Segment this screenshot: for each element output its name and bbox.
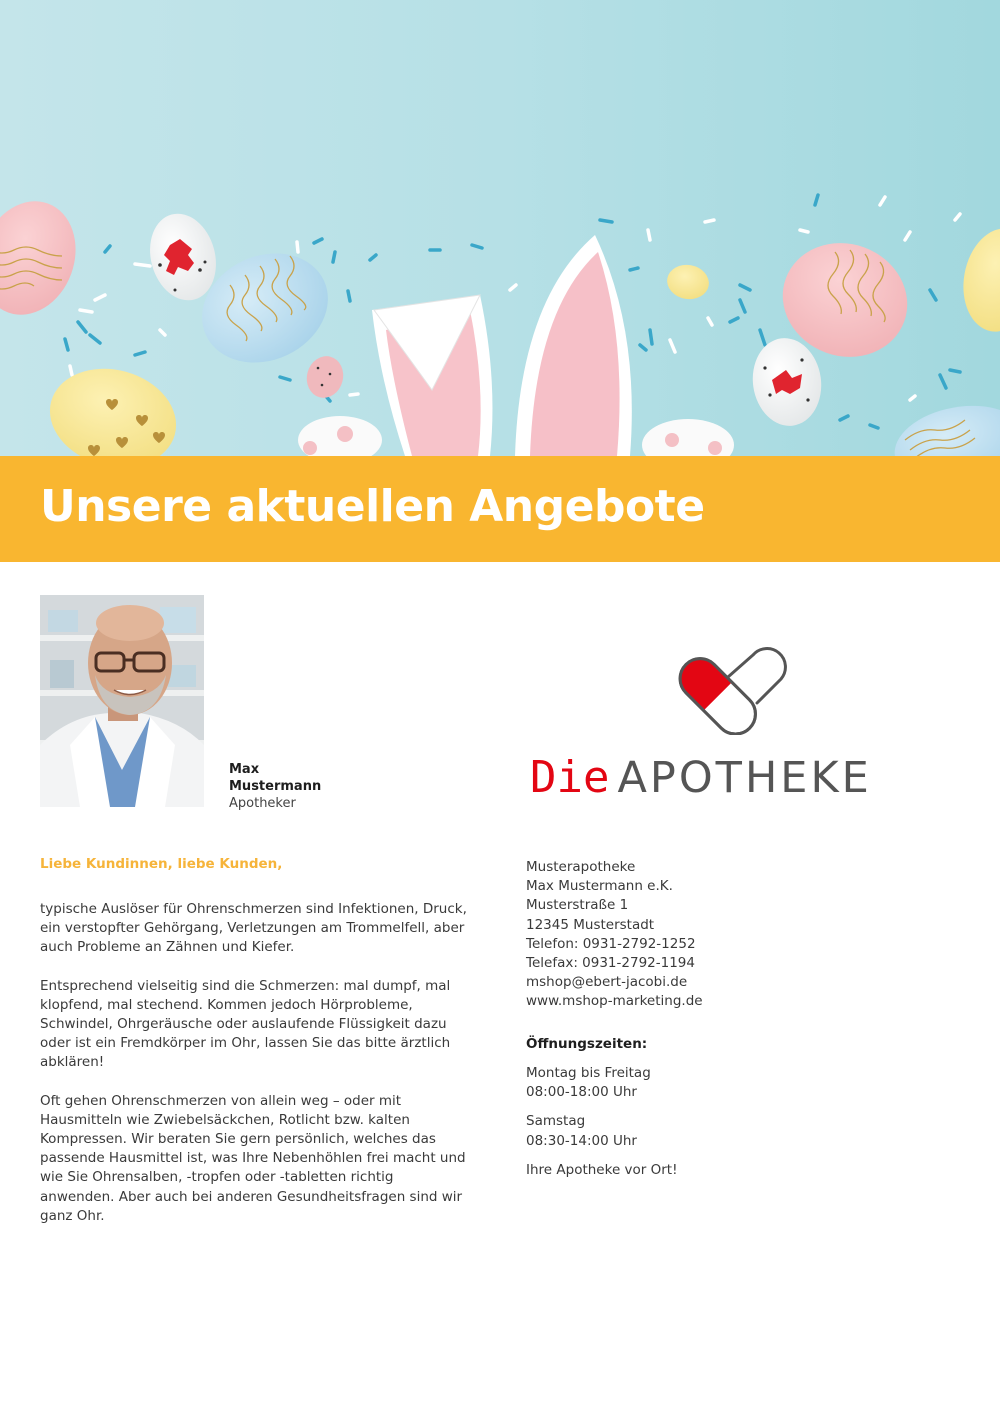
pharmacy-logo-wordmark [530, 752, 872, 803]
pharmacist-first-name: Max [229, 762, 260, 777]
letter-greeting: Liebe Kundinnen, liebe Kunden, [40, 856, 283, 872]
logo-word-die: Die [530, 752, 610, 803]
weekday-time: 08:00-18:00 Uhr [526, 1084, 637, 1101]
pharmacist-portrait-illustration [40, 595, 204, 807]
pharmacist-last-name: Mustermann [229, 779, 322, 794]
hero-image [0, 0, 1000, 456]
page-title: Unsere aktuellen Angebote [40, 481, 705, 532]
owner-name: Max Mustermann e.K. [526, 878, 673, 895]
pharmacist-role: Apotheker [229, 796, 296, 811]
opening-hours [526, 1064, 678, 1180]
phone-number: Telefon: 0931-2792-1252 [526, 935, 696, 952]
opening-hours-heading: Öffnungszeiten: [526, 1036, 648, 1052]
street-address: Musterstraße 1 [526, 897, 629, 914]
pharmacy-name: Musterapotheke [526, 859, 636, 875]
letter-body [40, 900, 470, 1245]
pharmacy-tagline: Ihre Apotheke vor Ort! [526, 1161, 678, 1178]
pharmacy-contact-block [526, 858, 703, 1012]
pharmacist-photo [40, 595, 204, 807]
letter-paragraph: Oft gehen Ohrenschmerzen von allein weg – oder mit Hausmitteln wie Zwiebelsäckchen, Rotlicht bzw. kalten Kompressen. Wir beraten Sie gern persönlich, welches das passende Hausmittel ist, was Ihre Nebenhöhlen frei macht und wie Sie Ohrensalben, -tropfen oder -tabletten richtig anwenden. Aber auch bei anderen Gesundheitsfragen sind wir ganz Ohr. [40, 1092, 466, 1224]
saturday-time: 08:30-14:00 Uhr [526, 1132, 637, 1149]
weekday-label: Montag bis Freitag [526, 1065, 651, 1081]
website-link[interactable]: www.mshop-marketing.de [526, 993, 703, 1010]
weekday-hours [526, 1064, 678, 1102]
saturday-label: Samstag [526, 1113, 586, 1130]
letter-paragraph: Entsprechend vielseitig sind die Schmerzen: mal dumpf, mal klopfend, mal stechend. Kommen jedoch Hörprobleme, Schwindel, Ohrgeräusche oder auslaufende Flüssigkeit dazu oder ist ein Fremdkörper im Ohr, lassen Sie das bitte ärztlich abklären! [40, 977, 451, 1071]
easter-scene-illustration [0, 0, 1000, 456]
postal-city: 12345 Musterstadt [526, 916, 655, 933]
letter-paragraph: typische Auslöser für Ohrenschmerzen sind Infektionen, Druck, ein verstopfter Gehörgang, Verletzungen am Trommelfell, aber auch Probleme an Zähnen und Kiefer. [40, 901, 467, 956]
pill-heart-logo-icon [665, 645, 795, 739]
saturday-hours [526, 1112, 678, 1150]
logo-word-apotheke: APOTHEKE [617, 753, 872, 803]
pharmacist-name [229, 761, 321, 795]
fax-number: Telefax: 0931-2792-1194 [526, 955, 695, 972]
email-link[interactable]: mshop@ebert-jacobi.de [526, 974, 688, 991]
